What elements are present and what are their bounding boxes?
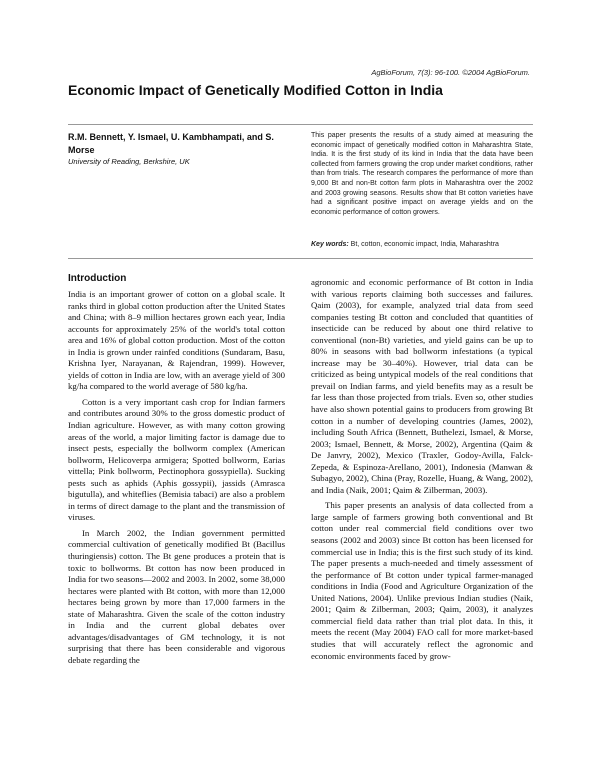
keywords-list: Bt, cotton, economic impact, India, Maharashtra: [348, 241, 499, 248]
author-list: R.M. Bennett, Y. Ismael, U. Kambhampati, and S. Morse: [68, 132, 274, 155]
author-affiliation: University of Reading, Berkshire, UK: [68, 157, 190, 166]
article-title: Economic Impact of Genetically Modified Cotton in India: [68, 82, 443, 98]
paragraph: This paper presents an analysis of data collected from a large sample of farmers growing both conventional and Bt cotton under real commercial field conditions over two seasons (2002 and 2003) since Bt cotton has been licensed for commercial use in India; this is the first such study of its kind. The paper presents a much-needed and timely assessment of the performance of Bt cotton under typical farmer-managed conditions in India (Food and Agriculture Organization of the United Nations, 2004). Unlike previous Indian studies (Naik, 2001; Qaim & Zilberman, 2003; Qaim, 2003), it analyzes commercial field data rather than trial plot data. In this, it meets the recent (May 2004) FAO call for more market-based studies that will accurately reflect the agronomic and economic environments faced by grow-: [311, 500, 533, 661]
body-column-right: [311, 277, 533, 662]
journal-citation: AgBioForum, 7(3): 96-100. ©2004 AgBioForum.: [371, 68, 530, 77]
keywords: [311, 241, 533, 248]
paragraph: In March 2002, the Indian government permitted commercial cultivation of genetically modified Bt (Bacillus thuringiensis) cotton. The Bt gene produces a protein that is toxic to bollworms. Bt cotton has now been produced in India for two seasons—2002 and 2003. In 2002, some 38,000 hectares were planted with Bt cotton, with more than 12,000 hectares being grown by more than 17,000 farmers in the state of Maharashtra. Given the scale of the cotton industry in India and the current global debates over advantages/disadvantages of GM technology, it is not surprising that there has been considerable and vigorous debate regarding the: [68, 527, 285, 665]
divider-top: [68, 124, 533, 125]
divider-mid: [68, 258, 533, 259]
paragraph: agronomic and economic performance of Bt cotton in India with various reports claiming both successes and failures. Qaim (2003), for example, analyzed trial data from seed companies testing Bt cotton and concluded that quantities of insecticide can be reduced by about one third relative to conventional (non-Bt) varieties, and yield gains can be up to 80% in seasons with bad bollworm infestations (a typical increase may be 30–40%). However, trial data can be criticized as being untypical models of the real conditions that prevail on Indian farms, and yield benefits may as a result be far less than those projected from trials. Even so, other studies have also shown potential gains to producers from growing Bt cotton in a number of developing countries (James, 2002), including South Africa (Bennett, Buthelezi, Ismael, & Morse, 2003; Ismael, Bennett, & Morse, 2002), Argentina (Qaim & De Janvry, 2002), Mexico (Traxler, Godoy-Avilla, Falck-Zepeda, & Espinoza-Arellano, 2001), Indonesia (Manwan & Subagyo, 2002), China (Pray, Rozelle, Huang, & Wang, 2002), and India (Naik, 2001; Qaim & Zilberman, 2003).: [311, 277, 533, 495]
body-column-left: [68, 289, 285, 667]
keywords-label: Key words:: [311, 241, 349, 248]
abstract: This paper presents the results of a study aimed at measuring the economic impact of genetically modified cotton in Maharashtra State, India. It is the first study of its kind in India that the data have been collected from farmers growing the crop under market conditions, rather than from trials. The research compares the performance of more than 9,000 Bt and non-Bt cotton farm plots in Maharashtra over the 2002 and 2003 growing seasons. Results show that Bt cotton varieties have had a significant positive impact on average yields and on the economic performance of cotton growers.: [311, 132, 533, 216]
section-heading-introduction: Introduction: [68, 273, 127, 284]
paragraph: India is an important grower of cotton on a global scale. It ranks third in global cotton production after the United States and China; with 8–9 million hectares grown each year, India accounts for approximately 25% of the world's total cotton area and 16% of global cotton production. Most of the cotton in India is grown under rainfed conditions (Sundaram, Basu, Krishna Iyer, Narayanan, & Rajendran, 1999). However, yields of cotton in India are low, with an average yield of 300 kg/ha compared to the world average of 580 kg/ha.: [68, 289, 285, 392]
paragraph: Cotton is a very important cash crop for Indian farmers and contributes around 30% to the gross domestic product of Indian agriculture. However, as with many cotton growing areas of the world, a major limiting factor is damage due to insect pests, especially the bollworm complex (American bollworm, Helicoverpa armigera; Spotted bollworm, Earias vittella; Pink bollworm, Pectinophora gossypiella). Sucking pests such as aphids (Aphis gossypii), jassids (Amrasca bigutulla), and whiteflies (Bemisia tabaci) are also a problem in terms of direct damage to the plant and the transmission of viruses.: [68, 396, 285, 523]
